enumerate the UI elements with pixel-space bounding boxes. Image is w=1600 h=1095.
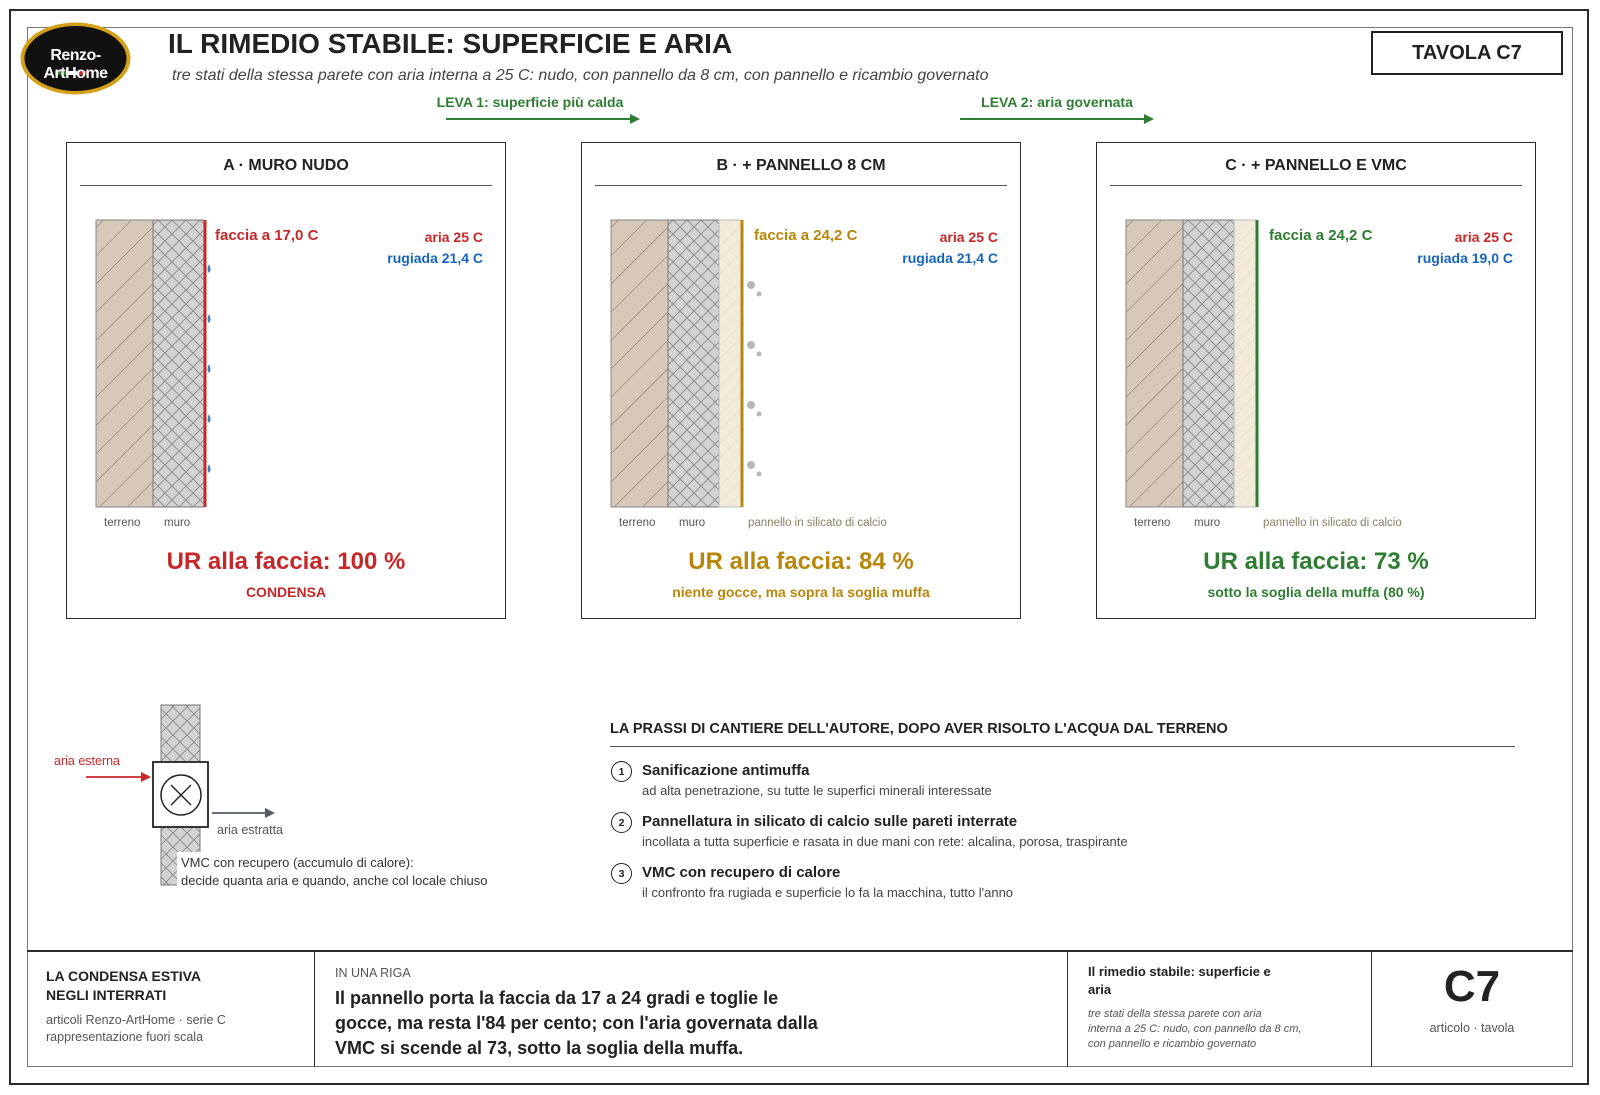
ur-value: UR alla faccia: 100 % [166,548,406,575]
step-title: VMC con recupero di calore [642,864,841,881]
label-pannello: pannello in silicato di calcio [1263,517,1402,529]
step-desc: ad alta penetrazione, su tutte le superfici minerali interessate [642,783,992,798]
water-drop [208,264,211,273]
oneline-text-3: VMC si scende al 73, sotto la soglia della muffa. [335,1038,744,1058]
vmc-caption-line2: decide quanta aria e quando, anche col locale chiuso [181,873,488,888]
mold-spot [757,292,762,297]
oneline-text-2: gocce, ma resta l'84 per cento; con l'aria governata dalla [335,1013,818,1033]
series-sub-line2: rappresentazione fuori scala [46,1030,204,1044]
step-number: 2 [611,812,632,833]
step-number: 3 [611,863,632,884]
page-title: IL RIMEDIO STABILE: SUPERFICIE E ARIA [168,28,733,59]
sheet-desc-3: con pannello e ricambio governato [1088,1038,1257,1050]
footer-separator [1067,950,1068,1067]
soil-layer [611,220,668,507]
page-subtitle: tre stati della stessa parete con aria interna a 25 C: nudo, con pannello da 8 cm, con pannello e ricambio governato [172,67,989,84]
series-title-line2: NEGLI INTERRATI [46,987,167,1003]
panel-a [66,142,506,619]
ur-value: UR alla faccia: 84 % [688,548,914,575]
mold-spot [757,412,762,417]
tavola-label: TAVOLA C7 [1412,41,1522,64]
soil-layer [96,220,153,507]
panel-b [581,142,1021,619]
water-drop [208,364,211,373]
sheet-title-1: Il rimedio stabile: superficie e [1088,964,1271,979]
ur-value: UR alla faccia: 73 % [1203,548,1429,575]
step-title: Sanificazione antimuffa [642,762,810,779]
lever-2-arrow [960,112,1156,126]
air-temperature: aria 25 C [939,229,998,245]
water-drop [208,414,211,423]
panel-c [1096,142,1536,619]
wall-upper [161,705,200,762]
water-drop [208,464,211,473]
vmc-caption-line1: VMC con recupero (accumulo di calore): [181,855,414,870]
water-drop [208,314,211,323]
sheet-desc-2: interna a 25 C: nudo, con pannello da 8 cm, [1088,1023,1302,1035]
logo-text: Renzo-ArtHome [43,47,108,82]
mold-spot [757,472,762,477]
panel-title: A · MURO NUDO [223,157,349,174]
footer-rule [27,950,1573,952]
air-temperature: aria 25 C [1454,229,1513,245]
label-muro: muro [679,517,706,529]
label-terreno: terreno [1134,517,1171,529]
oneline-label: IN UNA RIGA [335,966,411,980]
dew-point: rugiada 21,4 C [387,250,483,266]
lever-1-arrow [446,112,642,126]
step-desc: incollata a tutta superficie e rasata in due mani con rete: alcalina, porosa, traspirante [642,834,1128,849]
sheet-code-label: articolo · tavola [1429,1021,1515,1035]
lever-1-label: LEVA 1: superficie più calda [436,94,624,110]
wall-layer [1183,220,1234,507]
calcium-silicate-panel [1234,220,1256,507]
face-temperature: faccia a 24,2 C [754,227,858,244]
lever-2-label: LEVA 2: aria governata [981,94,1133,110]
dew-point: rugiada 21,4 C [902,250,998,266]
wall-layer [668,220,719,507]
mold-spot [747,281,755,289]
label-pannello: pannello in silicato di calcio [748,517,887,529]
practice-title: LA PRASSI DI CANTIERE DELL'AUTORE, DOPO AVER RISOLTO L'ACQUA DAL TERRENO [610,721,1228,737]
label-terreno: terreno [619,517,656,529]
verdict: CONDENSA [245,584,327,600]
verdict: niente gocce, ma sopra la soglia muffa [672,584,930,600]
sheet-desc-1: tre stati della stessa parete con aria [1088,1008,1262,1020]
mold-spot [747,401,755,409]
label-terreno: terreno [104,517,141,529]
series-sub-line1: articoli Renzo-ArtHome · serie C [46,1013,226,1027]
label-muro: muro [1194,517,1221,529]
series-title-line1: LA CONDENSA ESTIVA [46,968,202,984]
mold-spot [747,461,755,469]
step-title: Pannellatura in silicato di calcio sulle pareti interrate [642,813,1018,830]
panel-title: B · + PANNELLO 8 CM [716,157,886,174]
wall-layer [153,220,204,507]
label-muro: muro [164,517,191,529]
mold-spot [757,352,762,357]
face-temperature: faccia a 24,2 C [1269,227,1373,244]
footer-separator [314,950,315,1067]
logo [19,21,132,96]
step-number: 1 [611,761,632,782]
calcium-silicate-panel [719,220,741,507]
air-temperature: aria 25 C [424,229,483,245]
extracted-air-label: aria estratta [217,823,284,837]
face-temperature: faccia a 17,0 C [215,227,319,244]
oneline-text-1: Il pannello porta la faccia da 17 a 24 gradi e toglie le [335,988,779,1008]
sheet-code: C7 [1443,962,1501,1011]
soil-layer [1126,220,1183,507]
tavola-badge [1371,31,1563,75]
sheet-title-2: aria [1088,982,1112,997]
mold-spot [747,341,755,349]
step-desc: il confronto fra rugiada e superficie lo fa la macchina, tutto l'anno [642,885,1014,900]
panel-title: C · + PANNELLO E VMC [1225,157,1407,174]
divider [610,746,1515,747]
dew-point: rugiada 19,0 C [1417,250,1513,266]
verdict: sotto la soglia della muffa (80 %) [1207,584,1425,600]
outside-air-label: aria esterna [54,754,121,768]
